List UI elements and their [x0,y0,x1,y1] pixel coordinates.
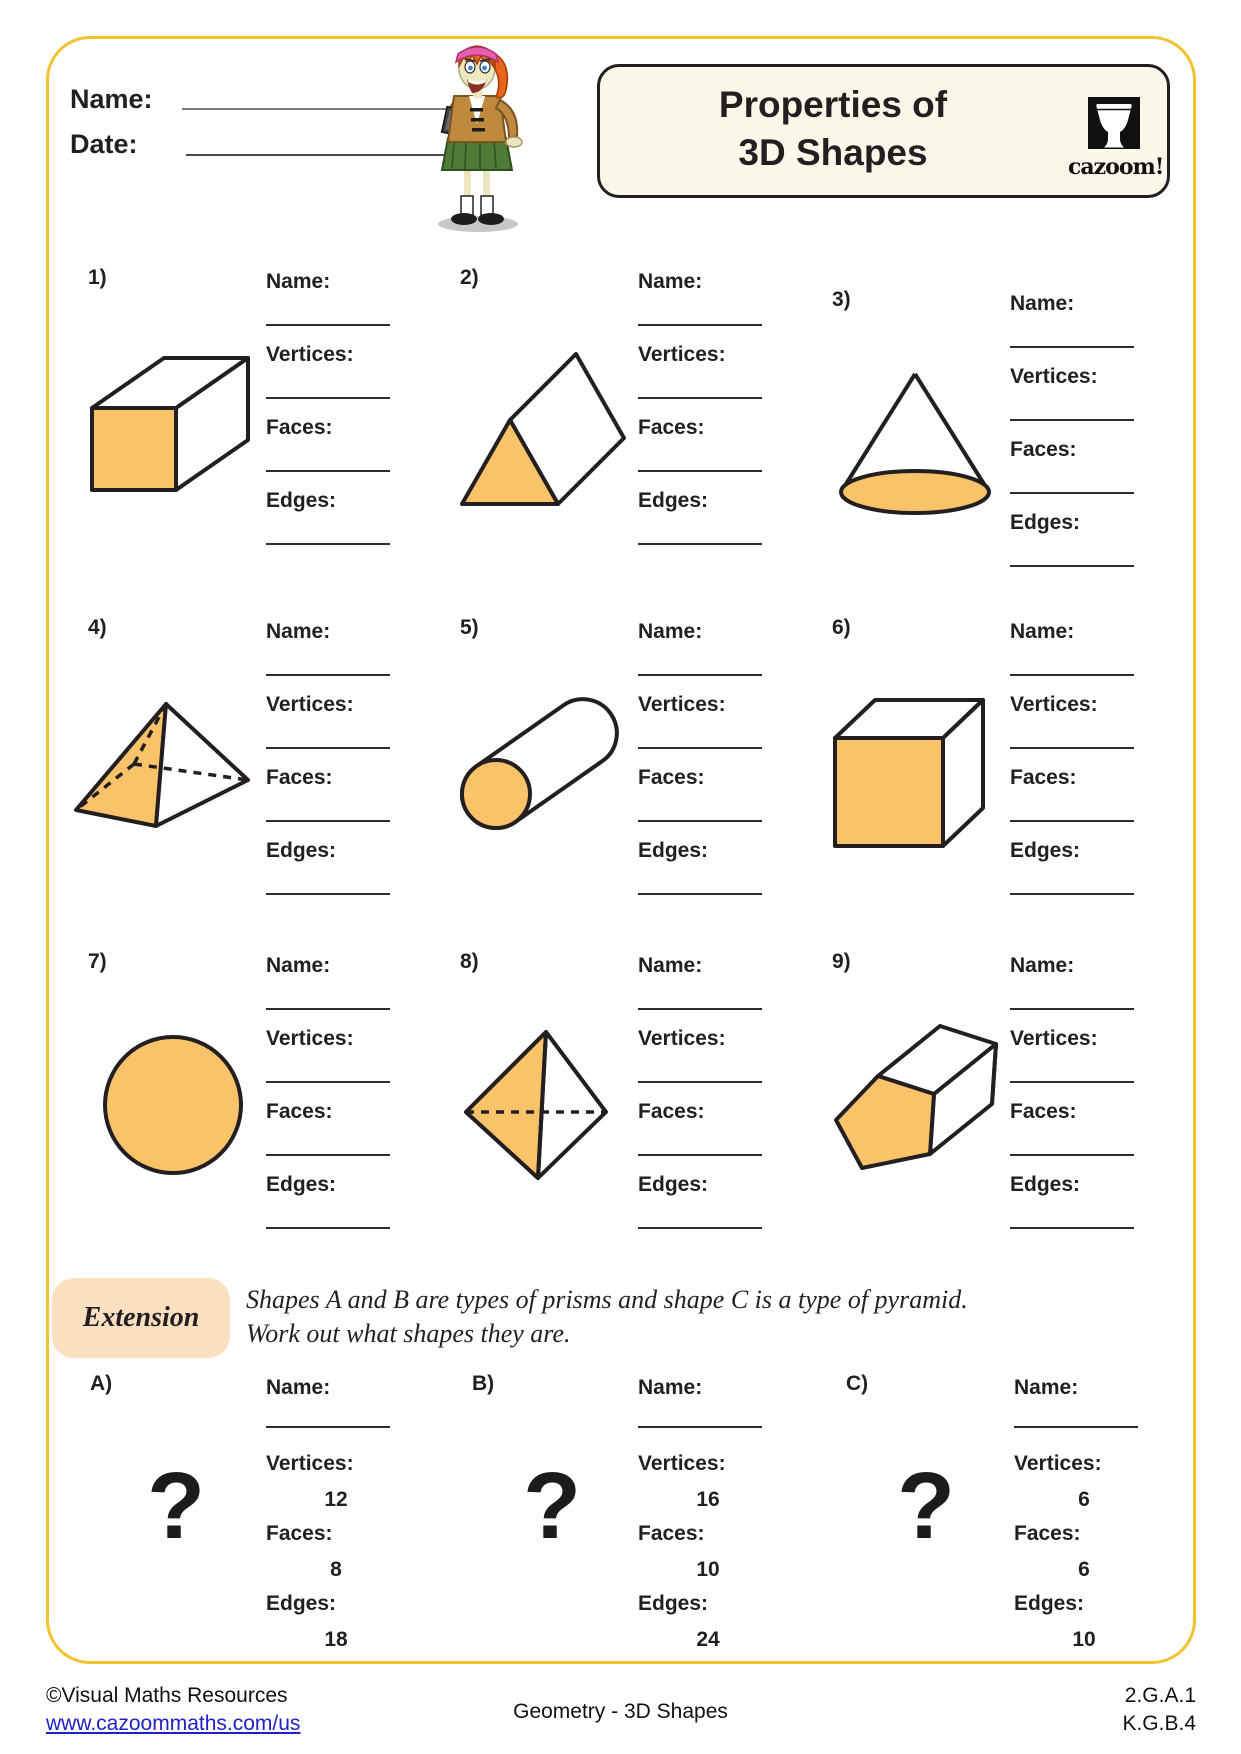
faces-label: Faces: [1014,1522,1081,1545]
answer-line [1010,346,1134,348]
problem-number: 6) [832,616,851,639]
pentagonal-prism-shape [828,1022,1006,1184]
answer-line [1010,747,1134,749]
title-box [597,64,1170,198]
name-label: Name: [1010,954,1075,977]
edges-label: Edges: [266,1173,337,1196]
vertices-label: Vertices: [1010,1027,1098,1050]
extension-item-letter: B) [472,1372,495,1395]
extension-fields [266,1376,406,1666]
vertices-label: Vertices: [1010,365,1098,388]
extension-fields [638,1376,778,1666]
answer-line [266,543,390,545]
faces-value: 8 [330,1558,342,1581]
faces-value: 6 [1078,1558,1090,1581]
answer-line [1010,1008,1134,1010]
problem-number: 3) [832,288,851,311]
sphere-shape [100,1032,246,1178]
problem-fields [638,620,772,912]
name-answer-line [182,108,456,110]
vertices-label: Vertices: [638,343,726,366]
vertices-value: 6 [1078,1488,1090,1511]
answer-line [266,893,390,895]
answer-line [638,1227,762,1229]
answer-line [1010,674,1134,676]
page-title-line2: 3D Shapes [738,132,928,173]
faces-label: Faces: [1010,766,1077,789]
faces-label: Faces: [266,1100,333,1123]
date-answer-line [186,154,456,156]
name-label: Name: [638,270,703,293]
date-label: Date: [70,129,138,159]
problem-fields [266,270,400,562]
answer-line [638,324,762,326]
name-label: Name: [1014,1376,1079,1399]
unknown-shape-mark: ? [896,1453,956,1559]
vertices-label: Vertices: [266,1027,354,1050]
problem-fields [638,954,772,1246]
problem-number: 9) [832,950,851,973]
edges-value: 18 [324,1628,348,1651]
vertices-label: Vertices: [266,343,354,366]
extension-fields [1014,1376,1154,1666]
triangular-prism-shape [456,346,631,510]
website-link[interactable]: www.cazoommaths.com/us [46,1712,301,1735]
problem-number: 4) [88,616,107,639]
edges-label: Edges: [266,489,337,512]
answer-line [638,397,762,399]
answer-line [266,470,390,472]
problem-fields [266,620,400,912]
vertices-label: Vertices: [638,1452,726,1475]
cylinder-shape [456,682,641,832]
page-title-line1: Properties of [718,84,948,125]
name-label: Name: [638,1376,703,1399]
answer-line [266,397,390,399]
answer-line [266,1008,390,1010]
footer-center-text: Geometry - 3D Shapes [513,1700,728,1723]
cone-shape [833,368,998,520]
problem-fields [1010,954,1144,1246]
faces-label: Faces: [266,1522,333,1545]
vertices-value: 12 [324,1488,348,1511]
answer-line [1010,492,1134,494]
answer-line [638,820,762,822]
faces-value: 10 [696,1558,720,1581]
edges-label: Edges: [638,489,709,512]
edges-label: Edges: [266,839,337,862]
answer-line [1010,565,1134,567]
problem-number: 7) [88,950,107,973]
answer-line [638,543,762,545]
faces-label: Faces: [638,766,705,789]
answer-line [638,674,762,676]
faces-label: Faces: [266,416,333,439]
faces-label: Faces: [1010,1100,1077,1123]
name-label: Name: [266,954,331,977]
girl-student-clipart [424,38,530,234]
edges-label: Edges: [1010,839,1081,862]
edges-value: 24 [696,1628,720,1651]
problem-number: 8) [460,950,479,973]
faces-label: Faces: [638,1100,705,1123]
answer-line [638,1081,762,1083]
edges-value: 10 [1072,1628,1096,1651]
answer-line [266,747,390,749]
problem-number: 1) [88,266,107,289]
edges-label: Edges: [638,1592,709,1615]
name-label: Name: [638,954,703,977]
name-label: Name: [638,620,703,643]
name-label: Name: [266,270,331,293]
answer-line [266,820,390,822]
answer-line [1010,419,1134,421]
extension-instruction-line2: Work out what shapes they are. [246,1319,571,1348]
extension-item-letter: C) [846,1372,869,1395]
standard-code-1: 2.G.A.1 [1124,1684,1196,1707]
extension-instructions [246,1283,1146,1351]
answer-line [266,1227,390,1229]
vertices-label: Vertices: [1014,1452,1102,1475]
problem-number: 5) [460,616,479,639]
edges-label: Edges: [638,1173,709,1196]
page-title [608,81,1058,177]
answer-line [1010,1227,1134,1229]
square-pyramid-shape [70,698,254,832]
faces-label: Faces: [266,766,333,789]
answer-line [266,1081,390,1083]
answer-line [266,1154,390,1156]
answer-line [638,1426,762,1428]
name-label: Name: [1010,292,1075,315]
vertices-label: Vertices: [1010,693,1098,716]
extension-instruction-line1: Shapes A and B are types of prisms and shape C is a type of pyramid. [246,1285,968,1314]
logo-wordmark: cazoom! [1068,154,1164,180]
answer-line [638,1008,762,1010]
answer-line [266,674,390,676]
cuboid-shape [88,350,253,495]
extension-badge [52,1278,230,1358]
vertices-label: Vertices: [638,1027,726,1050]
edges-label: Edges: [266,1592,337,1615]
standard-code-2: K.G.B.4 [1122,1712,1196,1735]
answer-line [638,470,762,472]
problem-fields [638,270,772,562]
problem-fields [1010,292,1144,584]
answer-line [638,747,762,749]
copyright-text: ©Visual Maths Resources [46,1684,288,1707]
answer-line [638,1154,762,1156]
triangular-pyramid-shape [458,1026,614,1184]
edges-label: Edges: [638,839,709,862]
name-label: Name: [70,84,153,114]
edges-label: Edges: [1014,1592,1085,1615]
edges-label: Edges: [1010,511,1081,534]
name-label: Name: [266,1376,331,1399]
edges-label: Edges: [1010,1173,1081,1196]
faces-label: Faces: [638,1522,705,1545]
vertices-label: Vertices: [266,1452,354,1475]
answer-line [266,324,390,326]
faces-label: Faces: [638,416,705,439]
vertices-label: Vertices: [638,693,726,716]
answer-line [266,1426,390,1428]
answer-line [1014,1426,1138,1428]
name-label: Name: [1010,620,1075,643]
problem-fields [266,954,400,1246]
name-label: Name: [266,620,331,643]
drum-icon [1088,97,1140,149]
cube-shape [831,694,987,850]
answer-line [1010,1081,1134,1083]
faces-label: Faces: [1010,438,1077,461]
extension-item-letter: A) [90,1372,113,1395]
problem-number: 2) [460,266,479,289]
cazoom-logo [1068,97,1164,180]
answer-line [1010,893,1134,895]
answer-line [1010,1154,1134,1156]
vertices-value: 16 [696,1488,720,1511]
unknown-shape-mark: ? [146,1453,206,1559]
answer-line [638,893,762,895]
problem-fields [1010,620,1144,912]
answer-line [1010,820,1134,822]
vertices-label: Vertices: [266,693,354,716]
unknown-shape-mark: ? [522,1453,582,1559]
extension-label: Extension [82,1302,200,1333]
